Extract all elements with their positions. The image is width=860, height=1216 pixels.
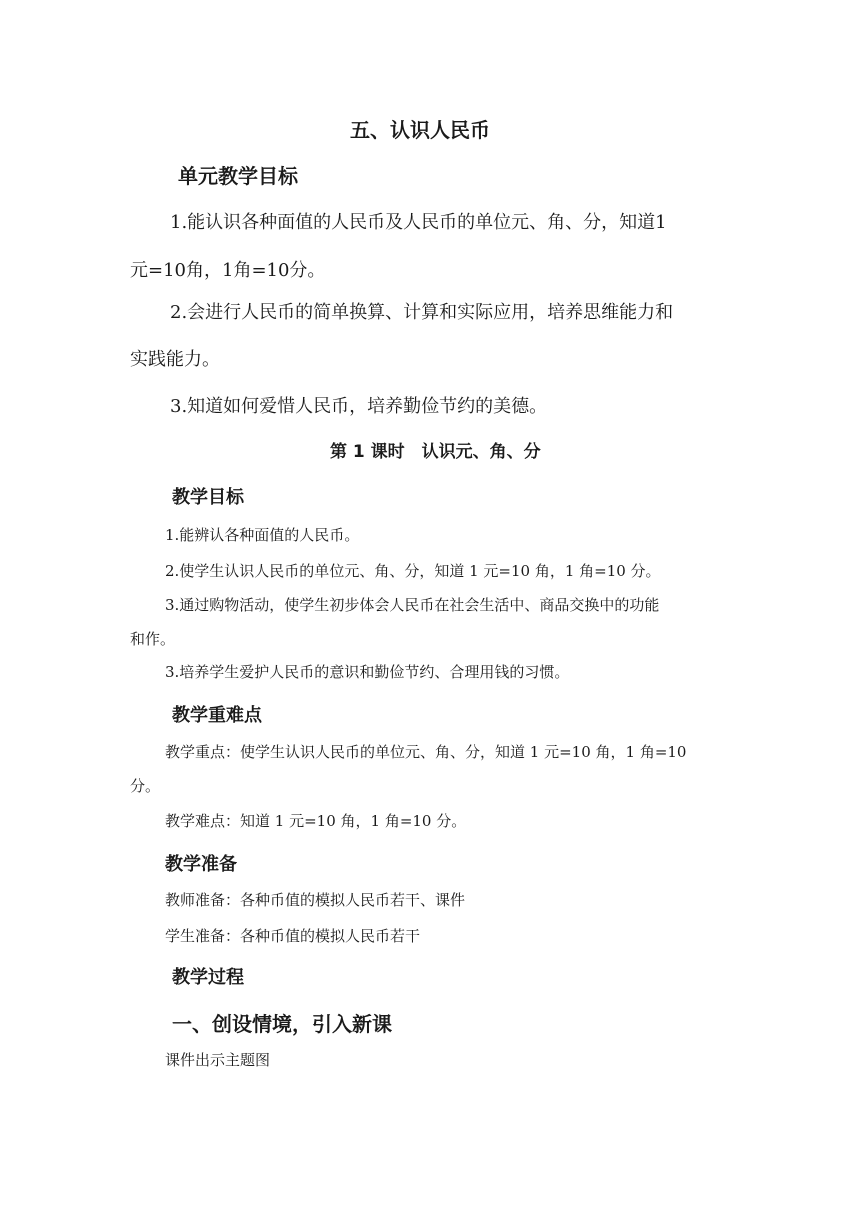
- lesson-objective-4: 3.培养学生爱护人民币的意识和勤俭节约、合理用钱的习惯。: [165, 663, 570, 681]
- lesson-title: 第 1 课时 认识元、角、分: [330, 442, 541, 462]
- lesson-objective-1: 1.能辨认各种面值的人民币。: [165, 526, 360, 544]
- lesson-prep-teacher: 教师准备：各种币值的模拟人民币若干、课件: [165, 891, 466, 909]
- lesson-objectives-heading: 教学目标: [172, 487, 244, 508]
- lesson-keypoints-heading: 教学重难点: [172, 705, 262, 726]
- unit-title: 五、认识人民币: [350, 118, 490, 142]
- unit-goal-2-line-2: 实践能力。: [130, 349, 220, 370]
- lesson-objective-3-line-1: 3.通过购物活动，使学生初步体会人民币在社会生活中、商品交换中的功能: [165, 596, 660, 614]
- section-1-heading: 一、创设情境，引入新课: [172, 1012, 392, 1036]
- lesson-prep-heading: 教学准备: [165, 854, 237, 875]
- unit-goals-heading: 单元教学目标: [178, 164, 298, 188]
- unit-goal-1-line-2: 元=10角，1角=10分。: [130, 260, 326, 281]
- unit-goal-2-line-1: 2.会进行人民币的简单换算、计算和实际应用，培养思维能力和: [170, 302, 674, 323]
- lesson-objective-3-line-2: 和作。: [130, 630, 176, 648]
- lesson-keypoint-1-line-1: 教学重点：使学生认识人民币的单位元、角、分，知道 1 元=10 角，1 角=10: [165, 743, 687, 761]
- lesson-objective-2: 2.使学生认识人民币的单位元、角、分，知道 1 元=10 角，1 角=10 分。: [165, 562, 661, 580]
- unit-goal-1-line-1: 1.能认识各种面值的人民币及人民币的单位元、角、分，知道1: [170, 212, 667, 233]
- lesson-process-heading: 教学过程: [172, 967, 244, 988]
- lesson-keypoint-2: 教学难点：知道 1 元=10 角，1 角=10 分。: [165, 812, 467, 830]
- lesson-keypoint-1-line-2: 分。: [130, 777, 161, 795]
- unit-goal-3: 3.知道如何爱惜人民币，培养勤俭节约的美德。: [170, 396, 548, 417]
- section-1-text: 课件出示主题图: [165, 1051, 271, 1069]
- lesson-prep-student: 学生准备：各种币值的模拟人民币若干: [165, 927, 421, 945]
